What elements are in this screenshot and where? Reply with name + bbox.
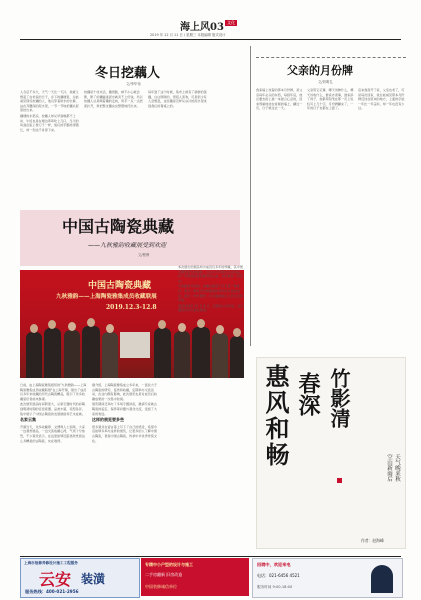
article1-paragraph: 藕塘的水很凉，挖藕人却从早到晚都不上岸，午饭也是在塘边草草吃上几口，冬天的风刮在脸上像刀子一样，他们的手脚冻得通红，却一刻也不肯停下来。 xyxy=(20,113,79,132)
calligraphy-artwork xyxy=(256,357,406,549)
ad-renovation-line1: 专精中小户型的设计与施工 xyxy=(145,562,193,567)
feature-paragraph: 此次展览展品时间跨度大，从新石器时代的彩陶到明清时期的官窑瓷器，品类丰富，造型各异，集中展示了中国古陶瓷的发展脉络和艺术成就。 xyxy=(20,402,85,416)
artwork-caption: 天气晚来秋 xyxy=(394,454,400,482)
article1-paragraph: 挖藕是个技术活，藕很脆，稍不小心就会断，断了的藕灌进泥水就卖不上价钱，所以挖藕人总是顺着藕的走向，用手一点一点把泥扒开，再把整支藕完完整整地托出来。 xyxy=(84,90,143,108)
feature-paragraph: 有收藏者介绍说，收藏古陶瓷不仅仅是一种爱好，更是一种对历史的尊重和对传统文化的热爱，通过一件件器物，可以触摸到古人的生活和审美。 xyxy=(178,284,243,303)
article2-paragraph: 我家墙上挂着的那本月份牌，是父亲每年必买的东西，每到年底，他总要去街上挑一本最合心意的，回来郑重地挂在堂屋的墙上，翻过一页，日子就过去一天。 xyxy=(256,88,303,111)
feature-col2 xyxy=(92,383,160,553)
column-divider xyxy=(250,46,251,346)
person xyxy=(44,328,61,378)
article1-paragraph: 入冬后不多久，天气一天比一天冷，我就又想起了在老家的日子，乡下的藕塘里，总能看见那些挖藕的人，他们穿着防水的衣裤，站在齐腰深的泥水里，一节一节地把藕从泥里挖出来。 xyxy=(20,90,79,113)
calligraphy-column: 竹影清 xyxy=(327,368,351,428)
ad-renovation-line2: 二手房翻新 旧房改造 xyxy=(145,572,183,577)
ad-recruit-hours: 服务时间 9:00-18:00 xyxy=(257,585,293,589)
ad-recruit[interactable] xyxy=(252,558,403,598)
article2-col2 xyxy=(307,88,354,346)
feature-subhead: 这样的展览要多些 xyxy=(92,417,124,423)
seal-stamp xyxy=(337,478,342,483)
photo-banner-date: 2019.12.3-12.8 xyxy=(106,304,157,311)
feature-paragraph: 很多观众在留言簿上写下了自己的感受，希望今后能够多举办这样的展览，让更多的人了解中国古陶瓷，喜爱中国古陶瓷，传承中华优秀传统文化。 xyxy=(92,424,157,443)
artwork-caption: 空山新雨后 xyxy=(386,454,392,482)
feature-subtitle: ——九秋雅韵收藏展受到欢迎 xyxy=(88,242,167,249)
article2-byline: 文/刘明礼 xyxy=(318,80,333,84)
photo-banner-subtitle: 九秋雅韵——上海陶瓷雅集成员收藏联展 xyxy=(56,294,157,300)
feature-paragraph: 展览持续至 12 月 8 日，免费向公众开放，有兴趣的市民可前往参观。 xyxy=(178,303,244,313)
ad-yunan-phone: 服务热线：400-021-2956 xyxy=(25,589,79,594)
ad-recruit-person-photo xyxy=(371,565,393,593)
article1-col2 xyxy=(84,90,144,210)
article2-col3 xyxy=(358,88,405,346)
article2-paragraph: 后来我离开了家，父亲也老了，可是每次回家，我总能看见那本月份牌还挂在原来的地方，上面的字迹一年比一年歪斜，却一年也没有少过。 xyxy=(358,88,405,111)
feature-paragraph: 据介绍，上海陶瓷雅集成立多年来，一直致力于古陶瓷的研究、鉴赏和收藏，定期举办交流活动，在业内颇有影响，此次展览也是对成员们收藏成果的一次集中检阅。 xyxy=(92,383,157,401)
person xyxy=(154,328,171,378)
article1-byline: 文/李华伟 xyxy=(126,82,141,86)
ad-recruit-title: 招聘中，欢迎来电 xyxy=(257,562,291,567)
person xyxy=(26,332,42,378)
feature-paragraph: 本次展出的展品均为成员们多年的珍藏，其中既有器型硕大的瓷瓶，也有小巧玲珑的文房用品，每一件都凝结着收藏者的心血，也承载着一段历史。 xyxy=(178,265,243,283)
artwork-author: 作者：赵海峰 xyxy=(361,538,384,543)
footer-rule xyxy=(20,556,401,557)
ad-yunan[interactable] xyxy=(20,558,140,598)
ad-yunan-tagline: 上海市装修养修设计施工工程服务 xyxy=(24,561,78,565)
masthead-rule xyxy=(20,39,401,40)
podium xyxy=(120,332,150,358)
person-head xyxy=(68,322,76,331)
article2-col1 xyxy=(256,88,303,346)
calligraphy-column: 春深 xyxy=(295,372,321,416)
feature-subhead: 名家云集 xyxy=(20,417,36,423)
section-badge: 文化 xyxy=(227,20,235,25)
person-head xyxy=(48,320,56,329)
person xyxy=(64,330,80,378)
person xyxy=(102,332,118,378)
feature-paragraph: 日前，由上海陶瓷雅集组织的"九秋雅韵——上海陶瓷雅集成员收藏联展"在上海开幕，展出了成员们多年来收藏的历代古陶瓷精品，吸引了众多收藏爱好者前来参观。 xyxy=(20,383,87,401)
article2-title: 父亲的月份牌 xyxy=(287,64,353,77)
person-head xyxy=(158,320,166,329)
person xyxy=(82,326,100,378)
article1-col3 xyxy=(148,90,208,210)
article1-paragraph: 每年到了这个时候，集市上就有了新鲜的莲藕，白白胖胖的，很招人喜欢，可是很少有人会想起，这些藕是怎样从冰冷的泥水里来到我们的餐桌上的。 xyxy=(148,90,207,108)
ad-renovation[interactable] xyxy=(141,558,249,596)
calligraphy-column: 惠风和畅 xyxy=(261,364,290,468)
feature-col1 xyxy=(20,383,88,553)
feature-byline: 文/程博 xyxy=(138,253,150,257)
feature-col3 xyxy=(178,265,246,553)
person-head xyxy=(106,324,114,333)
ad-yunan-brand: 云安 xyxy=(39,570,72,589)
ad-recruit-phone: 电话：021-6456 4521 xyxy=(257,573,300,578)
ad-renovation-line3: 中国装修诚信单位 xyxy=(145,584,177,589)
page-title: 海上风03 xyxy=(180,22,224,33)
article1-title: 冬日挖藕人 xyxy=(95,66,161,81)
person-head xyxy=(30,324,38,333)
person-head xyxy=(87,318,95,327)
feature-paragraph: 开幕当天，众多收藏界、文博界人士到场，大家一边观赏展品，一边交流收藏心得，气氛十分热烈，不少观众表示，在这里能够近距离欣赏到这么多精美的古陶瓷，实在难得。 xyxy=(20,424,85,443)
article2-paragraph: 父亲用它记事，哪天该种什么，哪天该收什么，谁家办喜事，谁家添了孩子，他都用铅笔在那一页上轻轻写上几个字，月份牌翻完了，一年的日子也都在上面了。 xyxy=(307,88,354,111)
article1-col1 xyxy=(20,90,80,210)
issue-meta: 2019 年 12 月 11 日 / 星期三 本版编辑 版式设计 xyxy=(150,33,226,37)
feature-paragraph: 展览期间还举办了多场专题讲座，邀请专家就古陶瓷的鉴定、保养等问题与观众交流，受到了大家的欢迎。 xyxy=(92,402,157,416)
article2-top-rule xyxy=(256,57,406,59)
feature-title: 中国古陶瓷典藏 xyxy=(62,217,175,236)
photo-banner-title: 中国古陶瓷典藏 xyxy=(88,281,152,291)
ad-yunan-brand-suffix: 装潢 xyxy=(81,572,106,586)
